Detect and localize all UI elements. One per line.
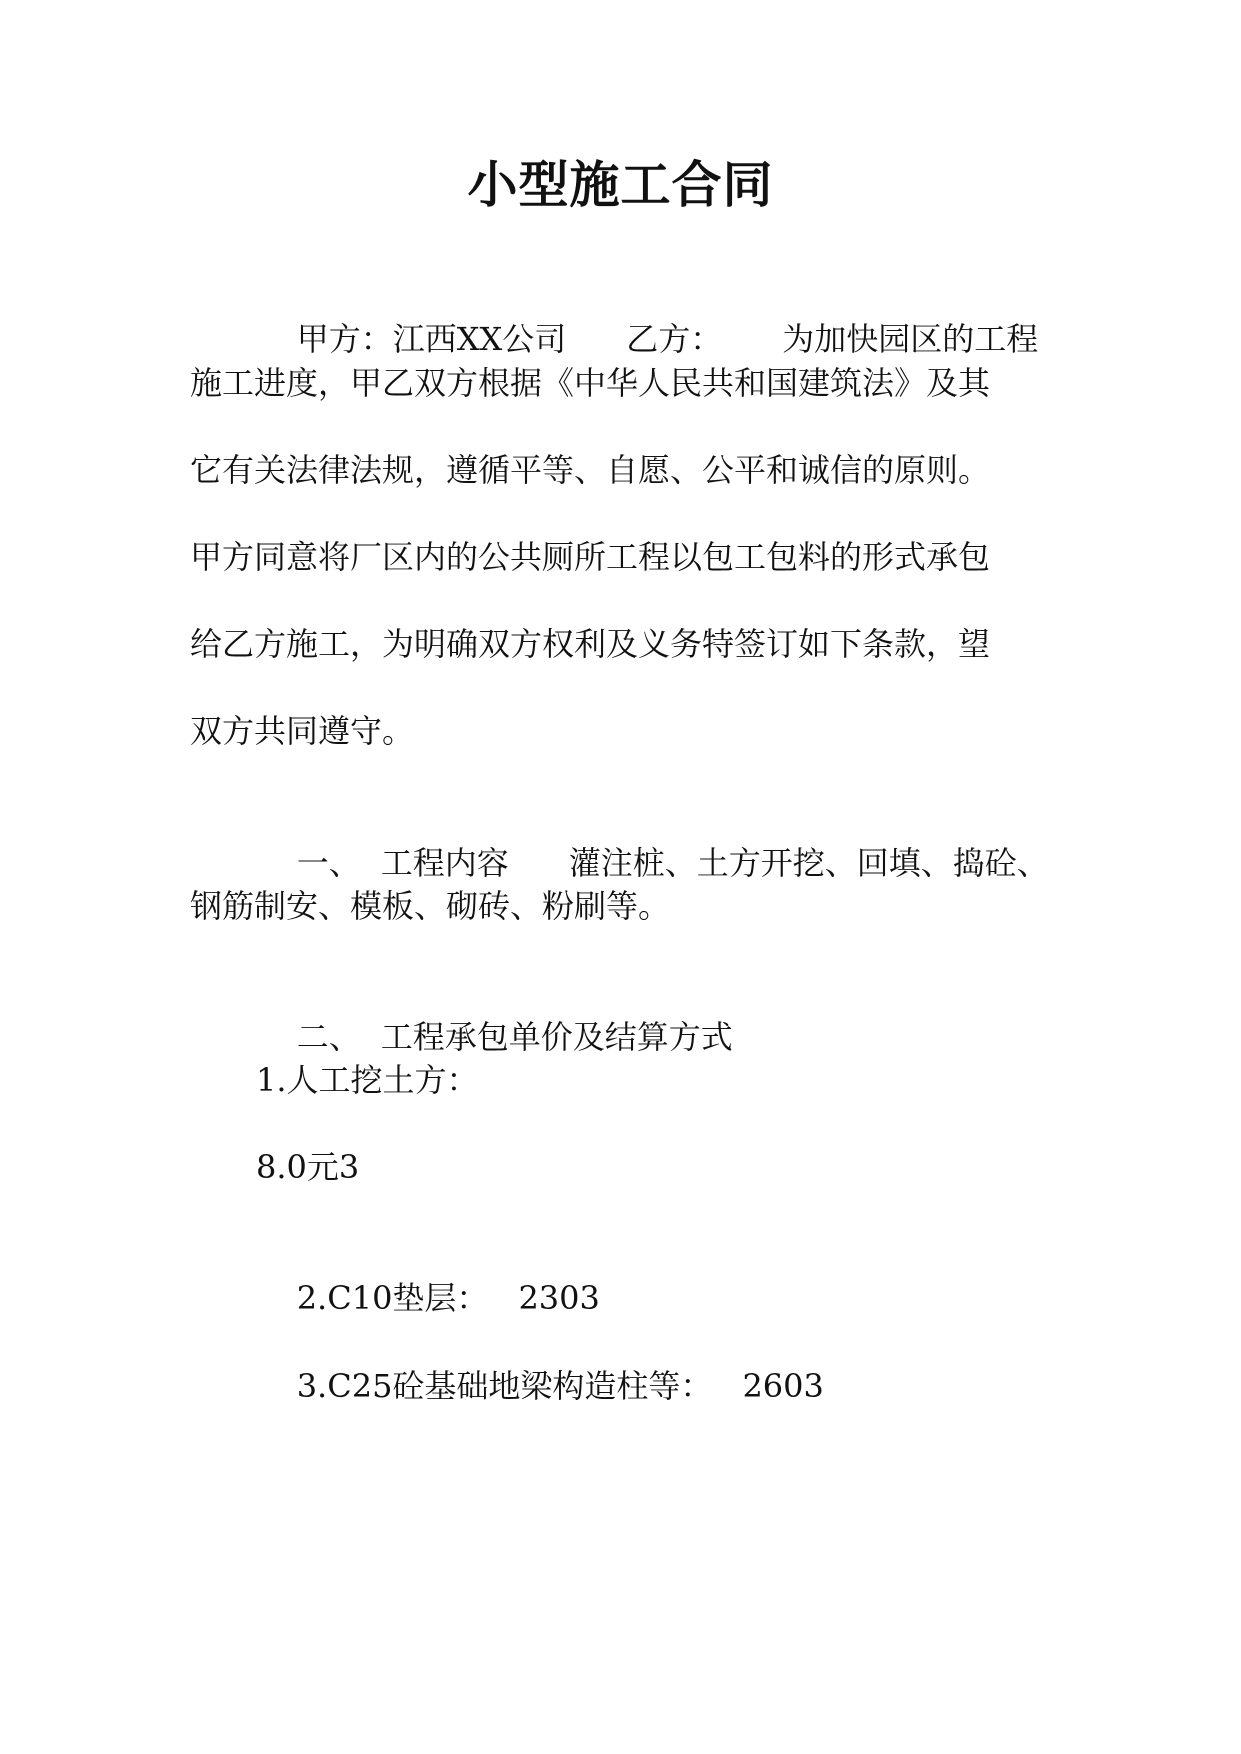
paragraph-line: 双方共同遵守。 <box>190 712 415 750</box>
section-1-content-line-2: 钢筋制安、模板、砌砖、粉刷等。 <box>190 887 671 925</box>
section-1-content: 灌注桩、土方开挖、回填、捣砼、 <box>568 844 1049 882</box>
paragraph-line: 它有关法律法规，遵循平等、自愿、公平和诚信的原则。 <box>190 451 991 489</box>
section-2-number: 二、 <box>296 1018 361 1056</box>
document-title: 小型施工合同 <box>467 156 774 214</box>
section-1-number: 一、 <box>296 844 361 882</box>
item-2-label: 2.C10垫层： <box>296 1279 489 1317</box>
party-b-text: 乙方： <box>626 320 723 358</box>
item-3 <box>256 1320 824 1452</box>
party-a-text: 甲方：江西XX公司 <box>296 320 567 358</box>
section-1-title: 工程内容 <box>380 844 509 882</box>
section-2-title: 工程承包单价及结算方式 <box>380 1018 733 1056</box>
item-1-price: 8.0元3 <box>256 1148 360 1186</box>
item-3-label: 3.C25砼基础地梁构造柱等： <box>296 1367 713 1405</box>
intro-tail-text: 为加快园区的工程 <box>782 320 1039 358</box>
paragraph-line: 给乙方施工，为明确双方权利及义务特签订如下条款，望 <box>190 625 991 663</box>
item-3-value: 2603 <box>742 1367 824 1405</box>
item-1: 1.人工挖土方： <box>256 1061 479 1099</box>
item-2-value: 2303 <box>518 1279 600 1317</box>
paragraph-line: 甲方同意将厂区内的公共厕所工程以包工包料的形式承包 <box>190 538 991 576</box>
paragraph-line: 施工进度，甲乙双方根据《中华人民共和国建筑法》及其 <box>190 364 991 402</box>
